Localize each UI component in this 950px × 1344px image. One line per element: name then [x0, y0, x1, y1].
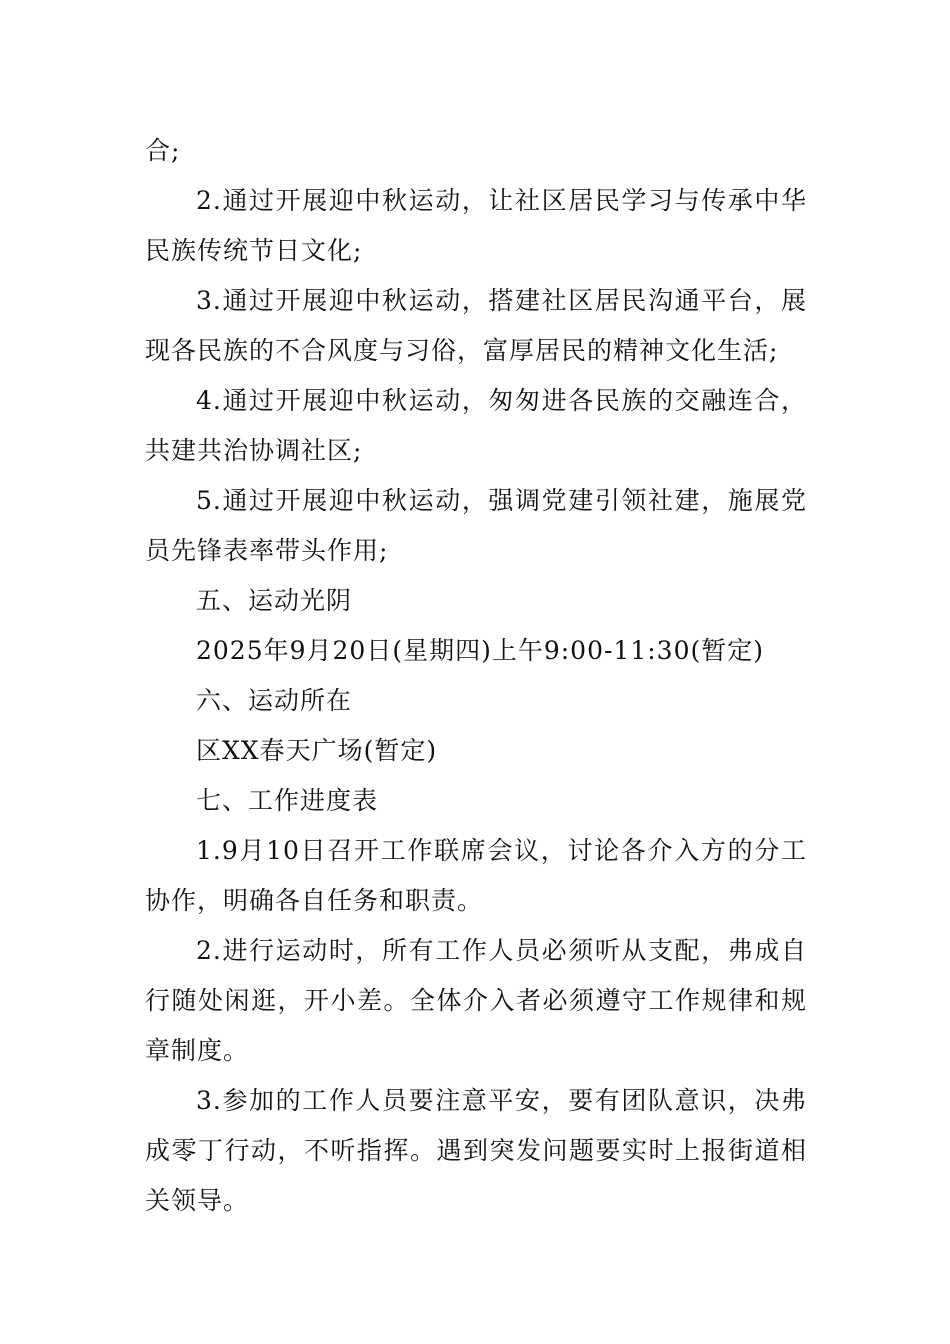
event-time: 2025年9月20日(星期四)上午9:00-11:30(暂定): [196, 636, 764, 665]
section-heading-schedule: 七、工作进度表: [196, 786, 379, 815]
schedule-item-3: 3.参加的工作人员要注意平安，要有团队意识，决弗成零丁行动，不听指挥。遇到突发问题要实时上报街道相关领导。: [145, 1086, 807, 1215]
schedule-item-1: 1.9月10日召开工作联席会议，讨论各介入方的分工协作，明确各自任务和职责。: [145, 836, 807, 915]
paragraph-item-4: 4.通过开展迎中秋运动，匆匆进各民族的交融连合，共建共治协调社区;: [145, 386, 807, 465]
paragraph-item-2: 2.通过开展迎中秋运动，让社区居民学习与传承中华民族传统节日文化;: [145, 186, 807, 265]
document-body: [145, 126, 807, 1226]
section-heading-time: 五、运动光阴: [196, 586, 353, 615]
event-location: 区XX春天广场(暂定): [196, 736, 438, 765]
paragraph-continuation: 合;: [145, 136, 181, 165]
schedule-item-2: 2.进行运动时，所有工作人员必须听从支配，弗成自行随处闲逛，开小差。全体介入者必须遵守工作规律和规章制度。: [145, 936, 807, 1065]
section-heading-location: 六、运动所在: [196, 686, 353, 715]
paragraph-item-5: 5.通过开展迎中秋运动，强调党建引领社建，施展党员先锋表率带头作用;: [145, 486, 807, 565]
paragraph-item-3: 3.通过开展迎中秋运动，搭建社区居民沟通平台，展现各民族的不合风度与习俗，富厚居民的精神文化生活;: [145, 286, 807, 365]
